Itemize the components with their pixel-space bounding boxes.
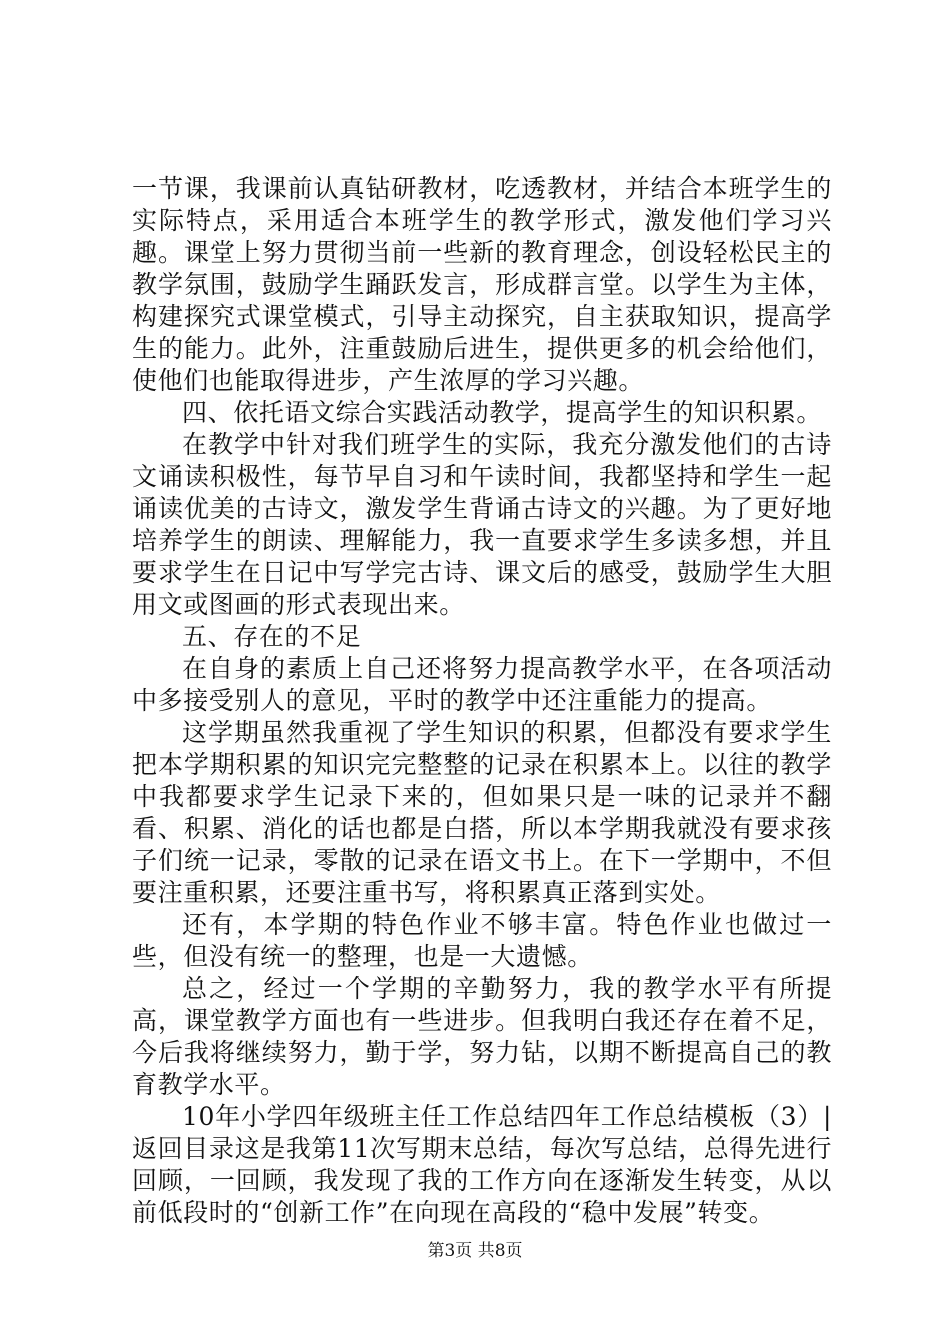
- paragraph: 这学期虽然我重视了学生知识的积累，但都没有要求学生把本学期积累的知识完完整整的记录在积累本上。以往的教学中我都要求学生记录下来的，但如果只是一味的记录并不翻看、积累、消化的话也都是白搭，所以本学期我就没有要求孩子们统一记录，零散的记录在语文书上。在下一学期中，不但要注重积累，还要注重书写，将积累真正落到实处。: [132, 718, 832, 907]
- paragraph: 在教学中针对我们班学生的实际，我充分激发他们的古诗文诵读积极性，每节早自习和午读时间，我都坚持和学生一起诵读优美的古诗文，激发学生背诵古诗文的兴趣。为了更好地培养学生的朗读、理解能力，我一直要求学生多读多想，并且要求学生在日记中写学完古诗、课文后的感受，鼓励学生大胆用文或图画的形式表现出来。: [132, 430, 832, 619]
- page-number-footer: 第3页 共8页: [427, 1241, 523, 1261]
- paragraph: 还有，本学期的特色作业不够丰富。特色作业也做过一些，但没有统一的整理，也是一大遗憾。: [132, 910, 832, 971]
- paragraph: 总之，经过一个学期的辛勤努力，我的教学水平有所提高，课堂教学方面也有一些进步。但我明白我还存在着不足，今后我将继续努力，勤于学，努力钻，以期不断提高自己的教育教学水平。: [132, 974, 832, 1099]
- section-heading: 五、存在的不足: [182, 622, 362, 651]
- paragraph: 一节课，我课前认真钻研教材，吃透教材，并结合本班学生的实际特点，采用适合本班学生的教学形式，激发他们学习兴趣。课堂上努力贯彻当前一些新的教育理念，创设轻松民主的教学氛围，鼓励学生踊跃发言，形成群言堂。以学生为主体，构建探究式课堂模式，引导主动探究，自主获取知识，提高学生的能力。此外，注重鼓励后进生，提供更多的机会给他们，使他们也能取得进步，产生浓厚的学习兴趣。: [132, 174, 832, 395]
- section-heading: 四、依托语文综合实践活动教学，提高学生的知识积累。: [182, 398, 823, 427]
- document-body: [132, 173, 832, 1229]
- paragraph: 10年小学四年级班主任工作总结四年工作总结模板（3）|返回目录这是我第11次写期末总结，每次写总结，总得先进行回顾，一回顾，我发现了我的工作方向在逐渐发生转变，从以前低段时的“创新工作”在向现在高段的“稳中发展”转变。: [132, 1102, 832, 1227]
- paragraph: 在自身的素质上自己还将努力提高教学水平，在各项活动中多接受别人的意见，平时的教学中还注重能力的提高。: [132, 654, 832, 715]
